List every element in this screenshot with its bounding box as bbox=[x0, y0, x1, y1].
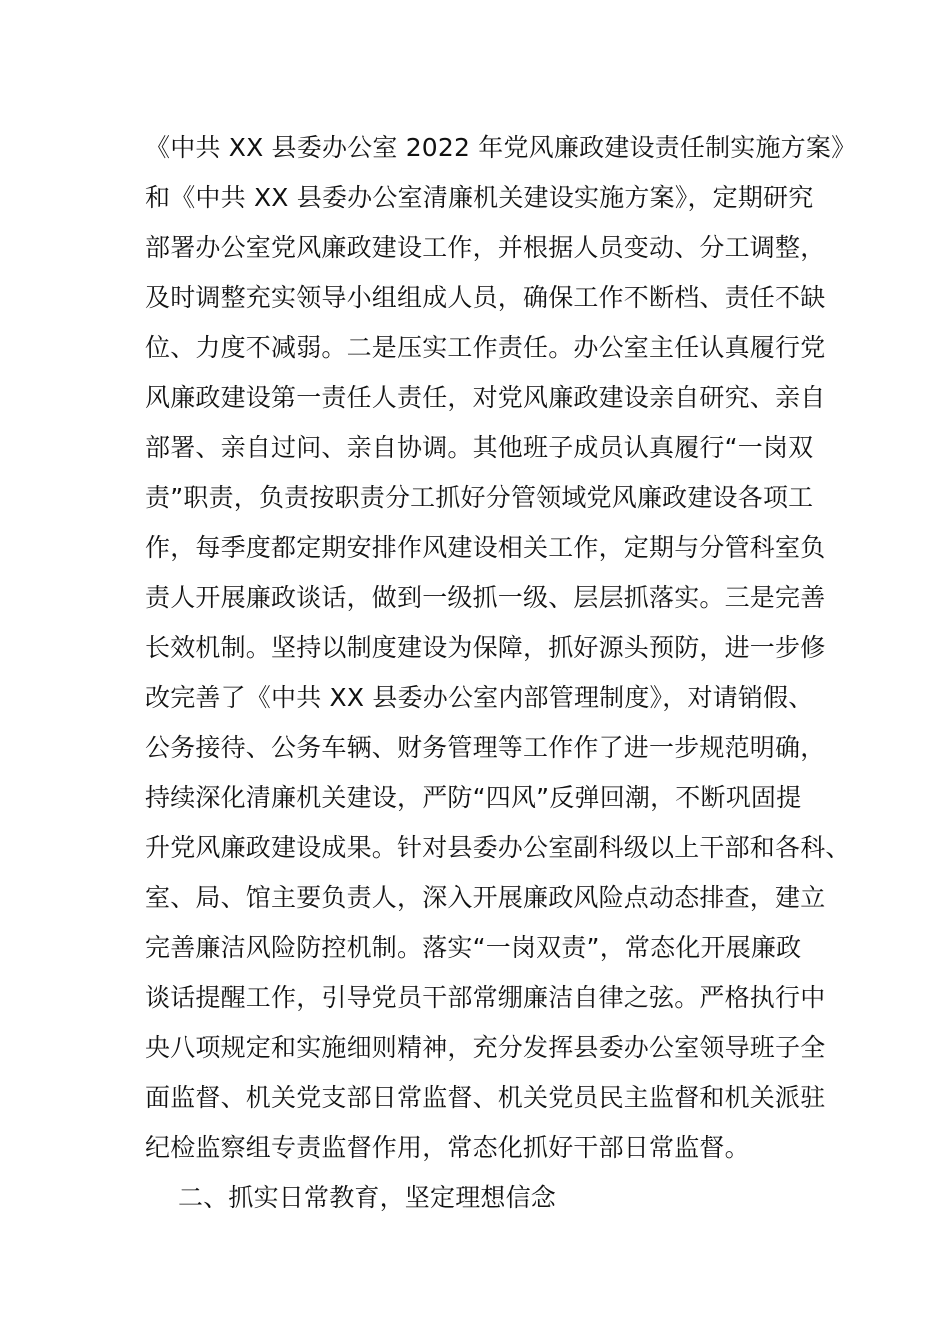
body-line: 部署、亲自过问、亲自协调。其他班子成员认真履行“一岗双 bbox=[145, 433, 814, 462]
body-line: 作，每季度都定期安排作风建设相关工作，定期与分管科室负 bbox=[145, 533, 826, 562]
body-line: 及时调整充实领导小组组成人员，确保工作不断档、责任不缺 bbox=[145, 283, 826, 312]
body-line: 部署办公室党风廉政建设工作，并根据人员变动、分工调整， bbox=[145, 233, 826, 262]
body-line: 位、力度不减弱。二是压实工作责任。办公室主任认真履行党 bbox=[145, 333, 826, 362]
body-line: 改完善了《中共 XX 县委办公室内部管理制度》，对请销假、 bbox=[145, 683, 814, 712]
body-line: 完善廉洁风险防控机制。落实“一岗双责”，常态化开展廉政 bbox=[145, 933, 802, 962]
body-line: 纪检监察组专责监督作用，常态化抓好干部日常监督。 bbox=[145, 1133, 750, 1162]
body-line: 《中共 XX 县委办公室 2022 年党风廉政建设责任制实施方案》 bbox=[145, 133, 857, 162]
section-heading: 二、抓实日常教育，坚定理想信念 bbox=[178, 1183, 557, 1212]
body-line: 和《中共 XX 县委办公室清廉机关建设实施方案》，定期研究 bbox=[145, 183, 814, 212]
body-line: 持续深化清廉机关建设，严防“四风”反弹回潮，不断巩固提 bbox=[145, 783, 802, 812]
body-line: 面监督、机关党支部日常监督、机关党员民主监督和机关派驻 bbox=[145, 1083, 826, 1112]
body-line: 责”职责，负责按职责分工抓好分管领域党风廉政建设各项工 bbox=[145, 483, 814, 512]
body-line: 公务接待、公务车辆、财务管理等工作作了进一步规范明确， bbox=[145, 733, 826, 762]
body-line: 室、局、馆主要负责人，深入开展廉政风险点动态排查，建立 bbox=[145, 883, 826, 912]
body-line: 责人开展廉政谈话，做到一级抓一级、层层抓落实。三是完善 bbox=[145, 583, 826, 612]
body-line: 央八项规定和实施细则精神，充分发挥县委办公室领导班子全 bbox=[145, 1033, 826, 1062]
body-line: 风廉政建设第一责任人责任，对党风廉政建设亲自研究、亲自 bbox=[145, 383, 826, 412]
body-line: 谈话提醒工作，引导党员干部常绷廉洁自律之弦。严格执行中 bbox=[145, 983, 826, 1012]
body-line: 长效机制。坚持以制度建设为保障，抓好源头预防，进一步修 bbox=[145, 633, 826, 662]
body-line: 升党风廉政建设成果。针对县委办公室副科级以上干部和各科、 bbox=[145, 833, 851, 862]
